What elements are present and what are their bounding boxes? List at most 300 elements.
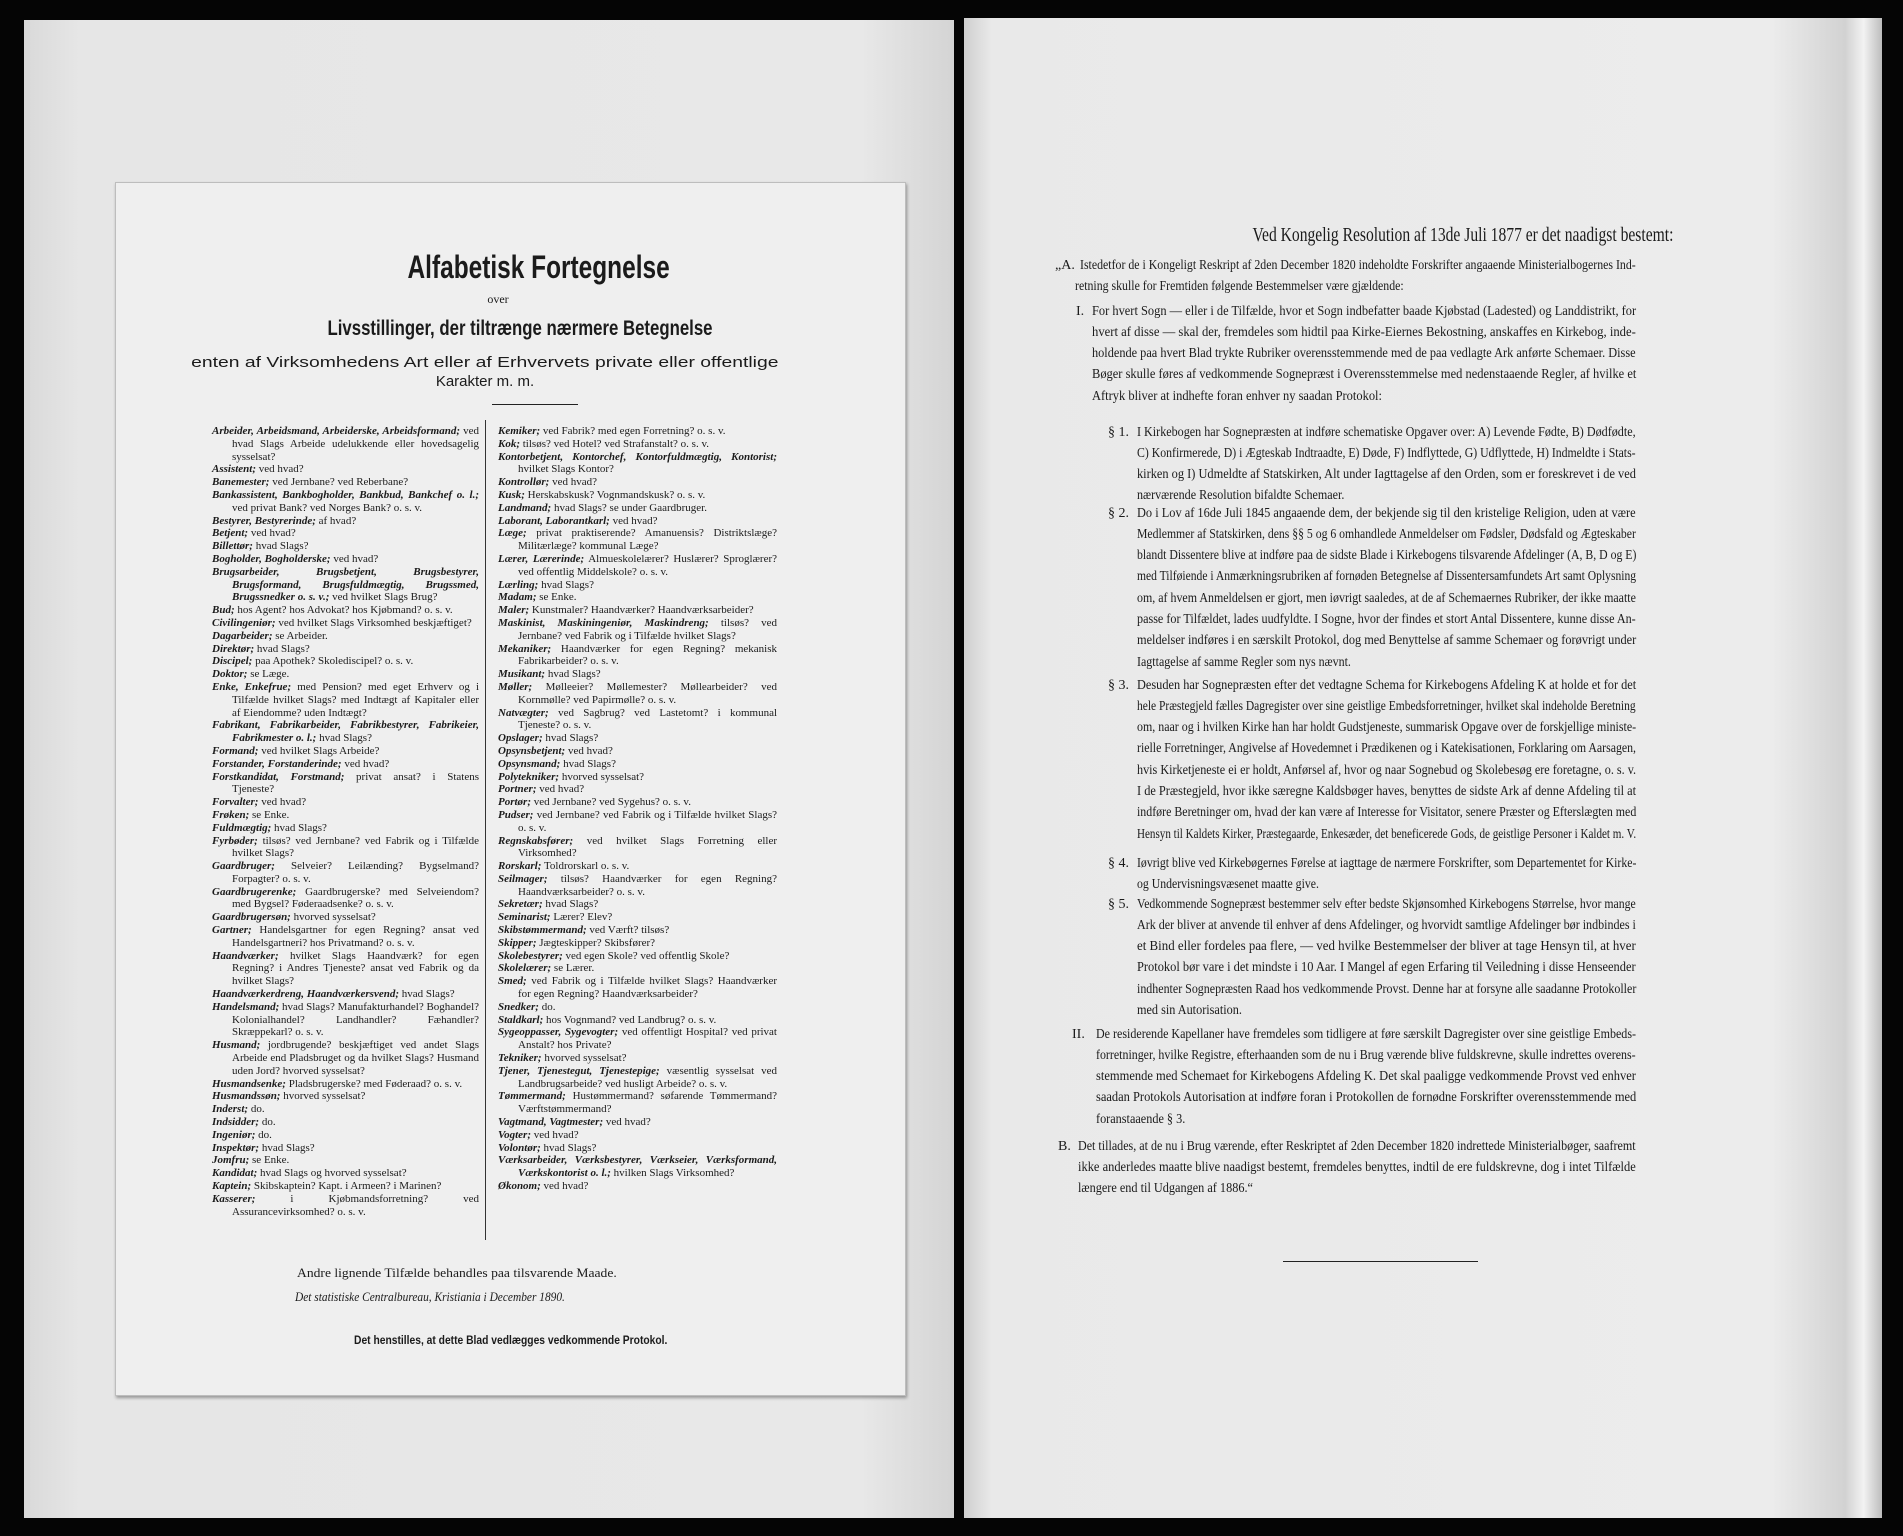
resolution-line-text: Hensyn til Kaldets Kirker, Præstegaarde, Enkesæder, det beneficerede Gods, de geistlige Personer i Kaldet m. V. [1137, 826, 1637, 842]
resolution-line-text: blandt Dissentere blive at indføre paa de sidste Blade i Kirkebogens tilsvarende Afdelinger (A, B, D og E) [1137, 548, 1637, 564]
occupation-term: Tømmermand; [498, 1090, 566, 1103]
occupation-term: Vogter; [498, 1128, 531, 1141]
occupation-term: Landmand; [498, 501, 552, 514]
resolution-line [1096, 1066, 1636, 1087]
resolution-line [1080, 255, 1636, 276]
occupation-term: Gartner; [212, 924, 252, 937]
occupation-entry [212, 655, 479, 668]
resolution-line [1137, 609, 1636, 630]
occupation-term: Doktor; [212, 668, 248, 681]
closing-rule [1283, 1261, 1478, 1262]
occupation-entry [498, 975, 777, 1001]
occupation-question: tilsøs? Haandværker for egen Regning? Haandværksarbeider? o. s. v. [518, 872, 777, 898]
occupation-question: hvad Slags? [545, 732, 599, 745]
occupation-term: Møller; [498, 680, 533, 693]
occupation-question: hvorved sysselsat? [561, 770, 645, 783]
occupation-entry [212, 809, 479, 822]
resolution-line [1137, 464, 1636, 485]
occupation-term: Snedker; [498, 1000, 539, 1013]
resolution-line [1137, 802, 1636, 823]
occupation-question: privat praktiserende? Amanuensis? Distriktslæge? Militærlæge? kommunal Læge? [518, 527, 778, 553]
occupation-term: Skolebestyrer; [498, 949, 563, 962]
sheet-over: over [487, 292, 509, 306]
resolution-line-text: retning skulle for Fremtiden følgende Bestemmelser være gjældende: [1075, 278, 1404, 294]
occupation-entry [498, 643, 777, 669]
occupation-entry [498, 950, 777, 963]
occupation-entry [212, 796, 479, 809]
footer-note: Andre lignende Tilfælde behandles paa tilsvarende Maade. [297, 1265, 617, 1280]
occupation-question: ved hvad? [543, 1180, 589, 1193]
occupation-list-left-column [212, 425, 479, 1218]
occupation-entry [498, 732, 777, 745]
occupation-entry [212, 758, 479, 771]
occupation-entry [498, 604, 777, 617]
occupation-entry [498, 860, 777, 873]
resolution-line [1078, 1157, 1636, 1178]
occupation-term: Bogholder, Bogholderske; [212, 552, 331, 565]
occupation-term: Vagtmand, Vagtmester; [498, 1116, 604, 1129]
occupation-entry [498, 783, 777, 796]
occupation-term: Polytekniker; [498, 770, 560, 783]
sheet-subtitle-2: enten af Virksomhedens Art eller af Erhvervets private eller offentlige [191, 354, 779, 371]
resolution-line [1137, 874, 1636, 895]
occupation-question: Mølleeier? Møllemester? Møllearbeider? ved Kornmølle? ved Papirmølle? o. s. v. [518, 680, 777, 706]
resolution-line [1137, 738, 1636, 759]
resolution-line-text: længere end til Udgangen af 1886.“ [1078, 1181, 1253, 1197]
resolution-line-text: Protokol bør vare i det mindste i 10 Aar. I Mangel af egen Erfaring til Veiledning i disse Henseender [1137, 960, 1636, 976]
resolution-line-text: hvis Kirketjeneste ei er holdt, Anførsel af, hvor og naar Sognebud og Skolebesøg ere foretagne, o. s. v. [1137, 762, 1637, 778]
resolution-line [1137, 894, 1636, 915]
title-rule [492, 404, 578, 405]
occupation-question: privat ansat? i Statens Tjeneste? [232, 770, 479, 796]
occupation-entry [498, 962, 777, 975]
occupation-entry [212, 886, 479, 912]
occupation-entry [212, 1129, 479, 1142]
occupation-question: Kunstmaler? Haandværker? Haandværksarbeider? [531, 604, 754, 617]
occupation-term: Skipper; [498, 936, 537, 949]
resolution-line [1078, 1178, 1636, 1199]
resolution-line [1137, 545, 1636, 566]
section-marker: II. [1072, 1026, 1085, 1042]
section-marker: § 2. [1108, 505, 1129, 521]
occupation-term: Assistent; [212, 463, 257, 476]
occupation-term: Seilmager; [498, 872, 548, 885]
occupation-entry [212, 771, 479, 797]
resolution-line [1137, 588, 1636, 609]
occupation-question: hvad Slags? [543, 1141, 597, 1154]
resolution-line [1137, 915, 1636, 936]
occupation-question: hvad Slags? [274, 821, 327, 834]
resolution-line-text: De residerende Kapellaner have fremdeles som tidligere at føre særskilt Dagregister over sine geistlige Embeds- [1096, 1026, 1636, 1042]
occupation-entry [212, 911, 479, 924]
occupation-question: ved hvad? [612, 514, 658, 527]
occupation-question: tilsøs? ved Jernbane? ved Fabrik og i Tilfælde hvilket Slags? [232, 834, 479, 860]
resolution-line-text: kirken og I) Udmeldte af Statskirken, Alt under Iagttagelse af den Orden, som er foreskrevet i de ved [1137, 467, 1636, 483]
occupation-question: Toldrorskarl o. s. v. [543, 860, 630, 873]
occupation-entry [498, 809, 777, 835]
occupation-term: Musikant; [498, 668, 546, 681]
resolution-line [1137, 936, 1636, 957]
occupation-question: jordbrugende? beskjæftiget ved andet Slags Arbeide end Pladsbruget og da hvilket Slags? Husmand uden Jord? hvorved sysselsat? [232, 1039, 480, 1077]
resolution-line-text: Ark der bliver at anvende til enhver af dens Afdelinger, og hvorvidt samtlige Afdelinger bør indbindes i [1137, 917, 1636, 933]
occupation-term: Betjent; [212, 527, 249, 540]
resolution-line [1137, 524, 1636, 545]
occupation-question: se Læge. [250, 668, 290, 681]
occupation-entry [212, 950, 479, 988]
occupation-question: do. [258, 1128, 272, 1141]
resolution-line [1137, 979, 1636, 1000]
occupation-question: Gaardbrugerske? med Selveiendom? med Bygsel? Føderaadsenke? o. s. v. [232, 885, 479, 911]
occupation-entry [498, 898, 777, 911]
occupation-term: Kaptein; [212, 1180, 252, 1193]
resolution-line-text: og Undervisningsvæsenet maatte give. [1137, 876, 1319, 892]
occupation-question: paa Apothek? Skolediscipel? o. s. v. [255, 655, 414, 668]
occupation-entry [498, 527, 777, 553]
occupation-term: Maskinist, Maskiningeniør, Maskindreng; [498, 616, 709, 629]
occupation-term: Gaardbrugersøn; [212, 911, 291, 924]
resolution-line-text: Iøvrigt blive ved Kirkebøgernes Førelse at iagttage de nærmere Forskrifter, som Departementet for Kirke- [1137, 855, 1637, 871]
occupation-question: ved Jernbane? ved Reberbane? [272, 476, 409, 489]
occupation-question: ved hvad? [552, 476, 598, 489]
resolution-line-text: nærværende Resolution bifaldte Schemaer. [1137, 488, 1345, 504]
occupation-question: se Enke. [539, 591, 577, 604]
occupation-question: ved hvad? [567, 744, 613, 757]
resolution-line [1137, 503, 1636, 524]
resolution-line-text: hele Præstegjeld fælles Dagregister over sine geistlige Embedsforretninger, hvilket skal indeholde Beretning [1137, 698, 1636, 714]
resolution-line [1137, 824, 1636, 845]
occupation-term: Jomfru; [212, 1154, 250, 1167]
occupation-entry [212, 643, 479, 656]
instruction-line: Det henstilles, at dette Blad vedlægges vedkommende Protokol. [354, 1333, 668, 1347]
occupation-term: Kusk; [498, 488, 525, 501]
occupation-question: hvad Slags? Manufakturhandel? Boghandel? Kolonialhandel? Landhandler? Fæhandler? Skræppekarl? o. s. v. [232, 1000, 480, 1039]
resolution-line-text: I Kirkebogen har Sognepræsten at indføre schematiske Opgaver over: A) Levende Fødte, B) Dødfødte, [1137, 424, 1636, 440]
occupation-term: Bankassistent, Bankbogholder, Bankbud, Bankchef o. l.; [212, 488, 479, 501]
occupation-list-right-column [498, 425, 777, 1193]
resolution-line [1137, 566, 1636, 587]
occupation-entry [212, 988, 479, 1001]
resolution-line-text: Do i Lov af 16de Juli 1845 angaaende dem, der bekjende sig til den kristelige Religion, uden at være [1137, 505, 1636, 521]
occupation-term: Volontør; [498, 1141, 541, 1154]
occupation-term: Sygeoppasser, Sygevogter; [498, 1026, 619, 1039]
occupation-question: ved hvad? [533, 1128, 579, 1141]
occupation-term: Haandværkerdreng, Haandværkersvend; [212, 988, 399, 1001]
occupation-question: se Arbeider. [275, 629, 328, 642]
occupation-question: Almueskolelærer? Huslærer? Sproglærer? ved offentlig Middelskole? o. s. v. [518, 552, 777, 578]
occupation-entry [498, 771, 777, 784]
occupation-entry [498, 1154, 777, 1180]
resolution-line-text: rielle Forretninger, Angivelse af Hovedemnet i Prædikenen og i Katekisationen, Forklaring om Aarsagen, [1137, 741, 1637, 757]
section-marker: § 1. [1108, 424, 1129, 440]
occupation-term: Smed; [498, 975, 527, 988]
resolution-line-text: forretninger, hvilke Registre, efterhaanden som de nu i Brug værende blive fuldskrevne, skulle indrettes overens- [1096, 1047, 1636, 1063]
occupation-entry [212, 489, 479, 515]
occupation-question: af hvad? [318, 514, 357, 527]
occupation-term: Husmandsenke; [212, 1077, 286, 1090]
occupation-entry [498, 745, 777, 758]
occupation-entry [212, 463, 479, 476]
occupation-question: hos Agent? hos Advokat? hos Kjøbmand? o. s. v. [237, 604, 453, 617]
occupation-question: Pladsbrugerske? med Føderaad? o. s. v. [288, 1077, 463, 1090]
occupation-term: Maler; [498, 604, 530, 617]
section-marker: I. [1076, 303, 1085, 319]
resolution-line-text: et Bind eller fordeles paa flere, — ved hvilke Bestemmelser der bliver at tage Hensyn til, at hver [1137, 939, 1636, 955]
occupation-question: ved hvad Slags Arbeide udelukkende eller hovedsagelig sysselsat? [232, 425, 480, 463]
occupation-question: do. [250, 1103, 265, 1116]
occupation-question: ved hvilket Slags Brug? [332, 591, 438, 604]
resolution-line-text: med Tilføiende i Anmærkningsrubriken af fornøden Betegnelse af Dissentersamfundets Art samt Oplysning [1137, 569, 1637, 585]
occupation-term: Banemester; [212, 476, 270, 489]
resolution-line-text: Desuden har Sognepræsten efter det vedtagne Schema for Kirkebogens Afdeling K at holde et for det [1137, 677, 1637, 693]
occupation-term: Tjener, Tjenestegut, Tjenestepige; [498, 1064, 660, 1077]
resolution-line [1092, 364, 1636, 385]
occupation-entry [212, 668, 479, 681]
resolution-line [1137, 1000, 1636, 1021]
occupation-question: hvad Slags? [255, 540, 309, 553]
occupation-entry [212, 604, 479, 617]
occupation-term: Skolelærer; [498, 962, 552, 975]
occupation-question: hvad Slags? [541, 578, 594, 591]
occupation-question: hvorved sysselsat? [544, 1052, 627, 1065]
occupation-question: hvilket Slags Kontor? [518, 463, 614, 476]
occupation-question: væsentlig sysselsat ved Landbrugsarbeide? ved husligt Arbeide? o. s. v. [518, 1064, 777, 1090]
occupation-term: Staldkarl; [498, 1013, 544, 1026]
occupation-question: hvorved sysselsat? [293, 911, 376, 924]
occupation-term: Sekretær; [498, 898, 543, 911]
occupation-term: Indsidder; [212, 1116, 260, 1129]
resolution-line [1092, 322, 1636, 343]
occupation-term: Civilingeniør; [212, 616, 276, 629]
occupation-entry [212, 515, 479, 528]
occupation-entry [498, 425, 777, 438]
occupation-question: hvad Slags? se under Gaardbruger. [553, 501, 707, 514]
resolution-line [1137, 696, 1636, 717]
occupation-term: Bud; [212, 604, 235, 617]
occupation-question: ved hvad? [261, 796, 307, 809]
occupation-term: Kandidat; [212, 1167, 258, 1180]
occupation-question: se Enke. [252, 1154, 290, 1167]
section-marker: § 5. [1108, 896, 1129, 912]
occupation-term: Kok; [498, 437, 520, 450]
occupation-term: Lærling; [498, 578, 539, 591]
occupation-question: ved hvad? [605, 1116, 651, 1129]
occupation-entry [498, 1090, 777, 1116]
occupation-entry [498, 1180, 777, 1193]
occupation-term: Formand; [212, 744, 259, 757]
occupation-entry [498, 707, 777, 733]
occupation-entry [498, 591, 777, 604]
occupation-question: se Enke. [252, 808, 290, 821]
occupation-term: Portner; [498, 783, 537, 796]
occupation-entry [212, 617, 479, 630]
occupation-term: Husmand; [212, 1039, 261, 1052]
occupation-entry [212, 1116, 479, 1129]
occupation-term: Seminarist; [498, 911, 551, 924]
occupation-question: Skibskaptein? Kapt. i Armeen? i Marinen? [253, 1180, 442, 1193]
occupation-term: Husmandssøn; [212, 1090, 281, 1103]
occupation-entry [212, 681, 479, 719]
occupation-question: ved Fabrik? med egen Forretning? o. s. v. [542, 425, 726, 437]
occupation-entry [498, 835, 777, 861]
occupation-term: Madam; [498, 591, 537, 604]
signature-line: Det statistiske Centralbureau, Kristiania i December 1890. [294, 1289, 565, 1304]
resolution-line [1137, 717, 1636, 738]
occupation-question: Lærer? Elev? [553, 911, 613, 924]
occupation-entry [212, 835, 479, 861]
occupation-entry [212, 1193, 479, 1219]
resolution-line-text: Bøger skulle føres af vedkommende Sognepræst i Overensstemmelse med nedenstaaende Regler, af hvilke et [1092, 367, 1637, 383]
occupation-question: ved hvad? [250, 527, 296, 540]
resolution-line-text: Vedkommende Sognepræst bestemmer selv efter bedste Skjønsomhed Kirkebogens Størrelse, hvor mange [1137, 896, 1636, 912]
occupation-question: ved Jernbane? ved Fabrik og i Tilfælde hvilket Slags? o. s. v. [518, 808, 778, 834]
occupation-entry [498, 579, 777, 592]
occupation-entry [212, 1154, 479, 1167]
resolution-line [1092, 343, 1636, 364]
resolution-line-text: saadan Protokols Autorisation at indføre foran i Protokollen de fornødne Forskrifter overensstemmende med [1096, 1090, 1637, 1106]
occupation-entry [212, 1167, 479, 1180]
occupation-entry [212, 476, 479, 489]
section-marker: § 4. [1108, 855, 1129, 871]
occupation-question: hvad Slags? [261, 1141, 315, 1154]
occupation-entry [498, 1116, 777, 1129]
occupation-question: hvad Slags og hvorved sysselsat? [259, 1167, 407, 1180]
resolution-line [1137, 422, 1636, 443]
occupation-term: Kontrollør; [498, 476, 550, 489]
occupation-entry [498, 873, 777, 899]
occupation-entry [498, 438, 777, 451]
occupation-term: Tekniker; [498, 1052, 542, 1065]
occupation-question: Handelsgartner for egen Regning? ansat ved Handelsgartneri? hos Privatmand? o. s. v. [232, 924, 479, 949]
sheet-subtitle-3: Karakter m. m. [435, 373, 535, 390]
occupation-entry [498, 1014, 777, 1027]
occupation-term: Kasserer; [212, 1192, 256, 1205]
occupation-entry [212, 553, 479, 566]
occupation-question: Haandværker for egen Regning? mekanisk Fabrikarbeider? o. s. v. [518, 642, 777, 668]
occupation-term: Portør; [498, 796, 531, 809]
resolution-line [1092, 301, 1636, 322]
occupation-term: Inderst; [212, 1103, 249, 1116]
resolution-line-text: stemmende med Schemaet for Kirkebogens Afdeling K. Det skal paaligge vedkommende Provst ved enhver [1096, 1069, 1636, 1085]
occupation-question: Herskabskusk? Vognmandskusk? o. s. v. [527, 488, 706, 501]
occupation-term: Laborant, Laborantkarl; [498, 514, 610, 527]
occupation-term: Dagarbeider; [212, 629, 273, 642]
occupation-question: ved hvad? [539, 783, 585, 796]
occupation-question: ved hvilket Slags Arbeide? [261, 744, 380, 757]
resolution-line [1137, 760, 1636, 781]
occupation-term: Discipel; [212, 655, 253, 668]
occupation-question: hvad Slags? [256, 642, 310, 655]
occupation-question: ved hvad? [344, 757, 390, 770]
resolution-line-text: passe for Tilfældet, lades uudfyldte. I Sogne, hvor der findes et stort Antal Dissentere, kunne disse An- [1137, 612, 1636, 627]
resolution-line [1096, 1087, 1636, 1108]
occupation-question: se Lærer. [553, 962, 595, 975]
occupation-question: hvad Slags? [545, 898, 599, 911]
resolution-line-text: indføre Beretninger om, hvad der kan være af Interesse for Visitator, senere Præster og Efterslægten med [1137, 805, 1637, 821]
resolution-line-text: I de Præstegjeld, hvor ikke særegne Kaldsbøger haves, benyttes de sidste Ark af denne Afdeling til at [1137, 784, 1637, 799]
occupation-question: ved privat Bank? ved Norges Bank? o. s. v. [232, 501, 423, 514]
occupation-entry [498, 515, 777, 528]
occupation-entry [212, 924, 479, 950]
occupation-term: Rorskarl; [498, 860, 542, 873]
occupation-term: Læge; [498, 527, 527, 540]
occupation-term: Frøken; [212, 808, 250, 821]
occupation-entry [498, 1052, 777, 1065]
occupation-entry [212, 1180, 479, 1193]
occupation-entry [498, 1001, 777, 1014]
occupation-question: ved Jernbane? ved Sygehus? o. s. v. [533, 796, 691, 809]
resolution-line [1137, 675, 1636, 696]
occupation-question: do. [541, 1000, 556, 1013]
resolution-line [1096, 1045, 1636, 1066]
occupation-entry [212, 425, 479, 463]
resolution-line [1137, 630, 1636, 651]
occupation-entry [212, 1090, 479, 1103]
occupation-term: Fabrikant, Fabrikarbeider, Fabrikbestyrer, Fabrikeier, Fabrikmester o. l.; [212, 719, 479, 745]
resolution-line-text: om, naar og i hvilken Kirke han har holdt Gudstjeneste, summarisk Opgave over de forskjellige ministe- [1137, 720, 1637, 736]
occupation-term: Enke, Enkefrue; [212, 680, 292, 693]
occupation-term: Natvægter; [498, 706, 549, 719]
occupation-term: Skibstømmermand; [498, 924, 587, 937]
occupation-entry [498, 1026, 777, 1052]
occupation-question: hvad Slags? [563, 757, 616, 770]
occupation-entry [498, 911, 777, 924]
occupation-entry [498, 617, 777, 643]
occupation-term: Handelsmand; [212, 1000, 280, 1013]
occupation-question: ved hvad? [333, 552, 379, 565]
occupation-entry [212, 860, 479, 886]
occupation-entry [212, 1039, 479, 1077]
resolution-line-text: hvert af disse — skal der, fremdeles som hidtil paa Kirke-Eiernes Bekostning, anskaffes en Kirkebog, inde- [1092, 324, 1636, 340]
occupation-question: ved egen Skole? ved offentlig Skole? [565, 949, 730, 962]
occupation-entry [212, 822, 479, 835]
occupation-question: ved offentligt Hospital? ved privat Anstalt? hos Private? [518, 1026, 777, 1052]
occupation-term: Gaardbrugerenke; [212, 885, 297, 898]
occupation-term: Forstander, Forstanderinde; [212, 757, 342, 770]
occupation-question: hvilken Slags Virksomhed? [613, 1167, 735, 1180]
occupation-question: do. [261, 1116, 276, 1129]
occupation-entry [498, 1142, 777, 1155]
occupation-entry [498, 796, 777, 809]
section-marker: „A. [1055, 257, 1075, 273]
resolution-line-text: C) Konfirmerede, D) i Ægteskab Indtraadte, E) Døde, F) Indflyttede, G) Udflyttede, H) Indmeldte i Stats- [1137, 445, 1636, 461]
occupation-question: ved Fabrik og i Tilfælde hvilket Slags? Haandværker for egen Regning? Haandværksarbeider? [518, 975, 778, 1001]
resolution-line [1137, 853, 1636, 874]
occupation-term: Regnskabsfører; [498, 834, 574, 847]
resolution-line [1075, 276, 1636, 297]
occupation-term: Pudser; [498, 808, 534, 821]
occupation-term: Brugsarbeider, Brugsbetjent, Brugsbestyrer, Brugsformand, Brugsfuldmægtig, Brugssmed, Brugssnedker o. s. v.; [212, 565, 479, 604]
occupation-question: ved hvad? [258, 463, 304, 476]
occupation-entry [498, 937, 777, 950]
occupation-term: Økonom; [498, 1180, 541, 1193]
occupation-entry [498, 758, 777, 771]
resolution-line [1137, 781, 1636, 802]
sheet-subtitle: Livsstillinger, der tiltrænge nærmere Betegnelse [327, 317, 713, 340]
occupation-question: hvad Slags? [401, 988, 455, 1001]
column-divider [485, 420, 486, 1240]
occupation-term: Opslager; [498, 732, 543, 745]
occupation-term: Ingeniør; [212, 1128, 256, 1141]
resolution-line-text: indhenter Sognepræsten Raad hos vedkommende Provst. Denne har at forsyne alle saadanne Protokoller [1137, 981, 1637, 997]
occupation-term: Kontorbetjent, Kontorchef, Kontorfuldmægtig, Kontorist; [498, 450, 777, 463]
resolution-line [1078, 1136, 1636, 1157]
section-marker: § 3. [1108, 677, 1129, 693]
resolution-line [1137, 652, 1636, 673]
occupation-question: Jægteskipper? Skibsfører? [539, 936, 656, 949]
occupation-term: Forvalter; [212, 796, 259, 809]
sheet-title: Alfabetisk Fortegnelse [407, 249, 670, 285]
resolution-line-text: meldelser indføres i en særskilt Protokol, dog med Benyttelse af samme Schemaer og forøvrigt under [1137, 633, 1637, 649]
